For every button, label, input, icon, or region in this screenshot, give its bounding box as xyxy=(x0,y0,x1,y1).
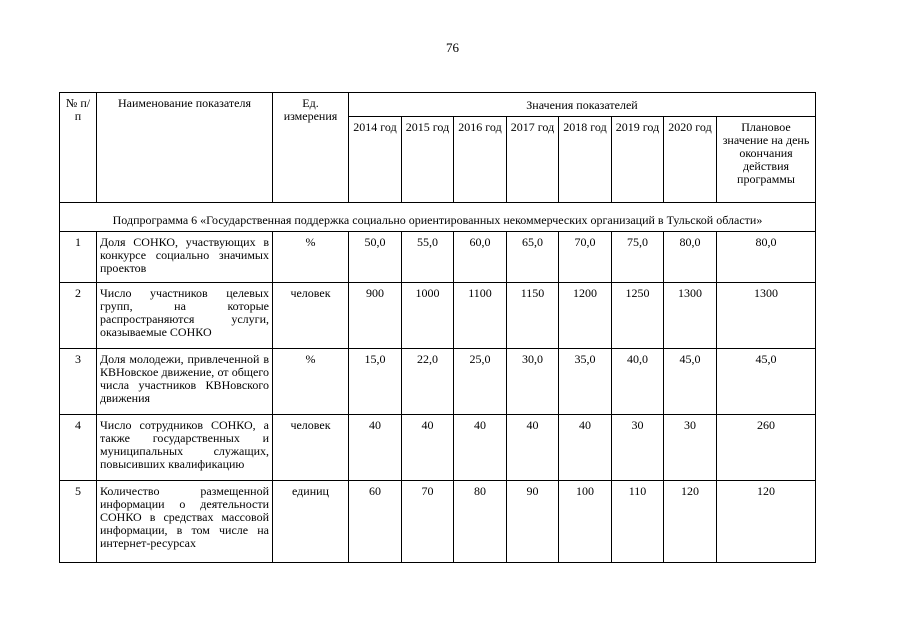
header-year: 2019 год xyxy=(612,117,664,203)
table-row xyxy=(60,283,816,349)
row-unit: человек xyxy=(273,283,349,349)
row-value: 40 xyxy=(559,415,612,481)
row-value: 1300 xyxy=(664,283,717,349)
row-value: 900 xyxy=(349,283,402,349)
row-value: 22,0 xyxy=(402,349,454,415)
row-planned: 45,0 xyxy=(717,349,816,415)
row-unit: % xyxy=(273,349,349,415)
row-value: 65,0 xyxy=(507,232,559,283)
row-name: Число сотрудников СОНКО, а также государственных и муниципальных служащих, повысивших квалификацию xyxy=(97,415,273,481)
row-unit: % xyxy=(273,232,349,283)
header-year: 2017 год xyxy=(507,117,559,203)
row-value: 40 xyxy=(507,415,559,481)
row-num: 5 xyxy=(60,481,97,563)
header-name: Наименование показателя xyxy=(97,93,273,203)
row-value: 1100 xyxy=(454,283,507,349)
row-name: Количество размещенной информации о деятельности СОНКО в средствах массовой информации, в том числе на интернет-ресурсах xyxy=(97,481,273,563)
header-planned: Плановое значение на день окончания действия программы xyxy=(717,117,816,203)
row-value: 110 xyxy=(612,481,664,563)
row-planned: 1300 xyxy=(717,283,816,349)
row-value: 40 xyxy=(402,415,454,481)
header-row xyxy=(60,93,816,117)
header-num: № п/п xyxy=(60,93,97,203)
row-value: 80,0 xyxy=(664,232,717,283)
row-value: 35,0 xyxy=(559,349,612,415)
subprogram-title: Подпрограмма 6 «Государственная поддержка социально ориентированных некоммерческих организаций в Тульской области» xyxy=(60,203,816,232)
row-value: 120 xyxy=(664,481,717,563)
row-value: 55,0 xyxy=(402,232,454,283)
row-num: 1 xyxy=(60,232,97,283)
row-value: 30 xyxy=(664,415,717,481)
row-unit: единиц xyxy=(273,481,349,563)
row-value: 80 xyxy=(454,481,507,563)
row-value: 30 xyxy=(612,415,664,481)
row-name: Число участников целевых групп, на которые распространяются услуги, оказываемые СОНКО xyxy=(97,283,273,349)
row-value: 60,0 xyxy=(454,232,507,283)
header-unit: Ед. измерения xyxy=(273,93,349,203)
header-year: 2018 год xyxy=(559,117,612,203)
row-value: 15,0 xyxy=(349,349,402,415)
header-year: 2015 год xyxy=(402,117,454,203)
header-year: 2016 год xyxy=(454,117,507,203)
row-unit: человек xyxy=(273,415,349,481)
row-value: 100 xyxy=(559,481,612,563)
row-name: Доля СОНКО, участвующих в конкурсе социально значимых проектов xyxy=(97,232,273,283)
table-row xyxy=(60,481,816,563)
row-value: 90 xyxy=(507,481,559,563)
row-planned: 120 xyxy=(717,481,816,563)
row-value: 50,0 xyxy=(349,232,402,283)
header-year: 2014 год xyxy=(349,117,402,203)
row-planned: 80,0 xyxy=(717,232,816,283)
row-value: 1200 xyxy=(559,283,612,349)
row-value: 40,0 xyxy=(612,349,664,415)
header-year: 2020 год xyxy=(664,117,717,203)
header-values-group: Значения показателей xyxy=(349,93,816,117)
row-value: 75,0 xyxy=(612,232,664,283)
row-value: 1000 xyxy=(402,283,454,349)
page-number: 76 xyxy=(446,40,459,55)
row-name: Доля молодежи, привлеченной в КВНовское движение, от общего числа участников КВНовского движения xyxy=(97,349,273,415)
subprogram-row xyxy=(60,203,816,232)
row-value: 70 xyxy=(402,481,454,563)
row-value: 70,0 xyxy=(559,232,612,283)
row-value: 60 xyxy=(349,481,402,563)
row-value: 40 xyxy=(454,415,507,481)
table-row xyxy=(60,232,816,283)
row-num: 2 xyxy=(60,283,97,349)
row-value: 40 xyxy=(349,415,402,481)
row-num: 3 xyxy=(60,349,97,415)
row-planned: 260 xyxy=(717,415,816,481)
table-row xyxy=(60,349,816,415)
row-value: 30,0 xyxy=(507,349,559,415)
table-row xyxy=(60,415,816,481)
row-value: 1150 xyxy=(507,283,559,349)
row-value: 25,0 xyxy=(454,349,507,415)
indicators-table xyxy=(59,92,816,563)
row-num: 4 xyxy=(60,415,97,481)
row-value: 45,0 xyxy=(664,349,717,415)
row-value: 1250 xyxy=(612,283,664,349)
